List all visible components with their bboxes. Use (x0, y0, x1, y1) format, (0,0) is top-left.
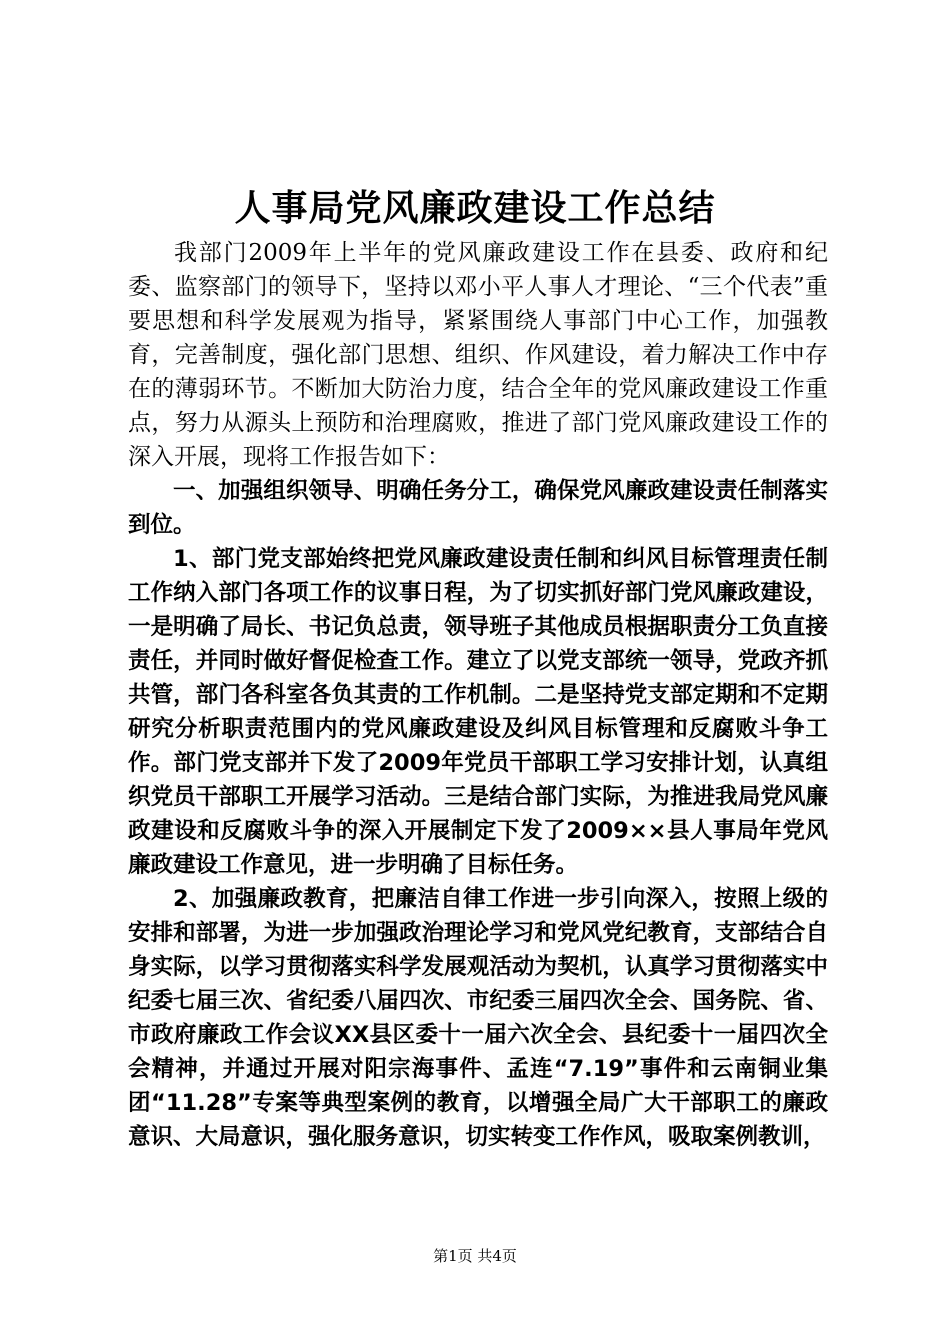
document-title: 人事局党风廉政建设工作总结 (234, 187, 716, 229)
paragraph-item-1: 1、部门党支部始终把党风廉政建设责任制和纠风目标管理责任制工作纳入部门各项工作的议事日程，为了切实抓好部门党风廉政建设，一是明确了局长、书记负总责，领导班子其他成员根据职责分工负直接责任，并同时做好督促检查工作。建立了以党支部统一领导，党政齐抓共管，部门各科室各负其责的工作机制。二是坚持党支部定期和不定期研究分析职责范围内的党风廉政建设及纠风目标管理和反腐败斗争工作。部门党支部并下发了2009年党员干部职工学习安排计划，认真组织党员干部职工开展学习活动。三是结合部门实际，为推进我局党风廉政建设和反腐败斗争的深入开展制定下发了2009××县人事局年党风廉政建设工作意见，进一步明确了目标任务。 (128, 546, 828, 878)
document-body (128, 236, 828, 1154)
section-heading-1: 一、加强组织领导、明确任务分工，确保党风廉政建设责任制落实到位。 (128, 478, 828, 538)
paragraph-item-2: 2、加强廉政教育，把廉洁自律工作进一步引向深入，按照上级的安排和部署，为进一步加强政治理论学习和党风党纪教育，支部结合自身实际，以学习贯彻落实科学发展观活动为契机，认真学习贯彻落实中纪委七届三次、省纪委八届四次、市纪委三届四次全会、国务院、省、市政府廉政工作会议XX县区委十一届六次全会、县纪委十一届四次全会精神，并通过开展对阳宗海事件、孟连“7.19”事件和云南铜业集团“11.28”专案等典型案例的教育，以增强全局广大干部职工的廉政意识、大局意识，强化服务意识，切实转变工作作风，吸取案例教训， (128, 886, 828, 1150)
page-number-footer: 第1页 共4页 (433, 1247, 517, 1265)
intro-paragraph: 我部门2009年上半年的党风廉政建设工作在县委、政府和纪委、监察部门的领导下，坚持以邓小平人事人才理论、“三个代表”重要思想和科学发展观为指导，紧紧围绕人事部门中心工作，加强教育，完善制度，强化部门思想、组织、作风建设，着力解决工作中存在的薄弱环节。不断加大防治力度，结合全年的党风廉政建设工作重点，努力从源头上预防和治理腐败，推进了部门党风廉政建设工作的深入开展，现将工作报告如下： (128, 240, 828, 470)
